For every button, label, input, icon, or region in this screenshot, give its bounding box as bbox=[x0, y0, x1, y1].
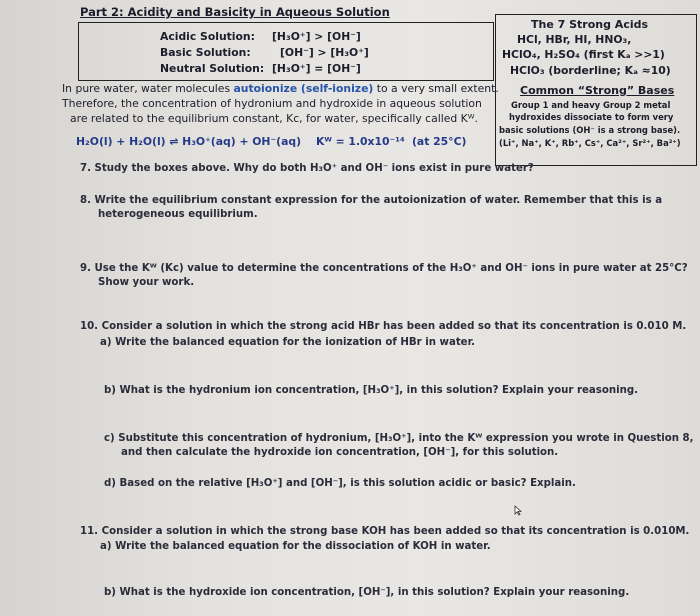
basic-value: [OH⁻] > [H₃O⁺] bbox=[280, 46, 369, 59]
strong-acids-line3: HClO₃ (borderline; Kₐ ≈10) bbox=[510, 64, 671, 77]
question-10: 10. Consider a solution in which the strong acid HBr has been added so that its concentration is 0.010 M. bbox=[80, 321, 687, 332]
acidic-value: [H₃O⁺] > [OH⁻] bbox=[272, 30, 361, 43]
intro-text-a: In pure water, water molecules bbox=[62, 82, 234, 95]
strong-bases-line1: Group 1 and heavy Group 2 metal bbox=[511, 100, 671, 110]
strong-bases-line3: basic solutions (OH⁻ is a strong base). bbox=[499, 125, 681, 135]
kw-temperature: (at 25°C) bbox=[412, 135, 467, 148]
question-9-line2: Show your work. bbox=[98, 277, 195, 288]
question-11: 11. Consider a solution in which the strong base KOH has been added so that its concentration is 0.010M. bbox=[80, 526, 690, 537]
question-7: 7. Study the boxes above. Why do both H₃O⁺ and OH⁻ ions exist in pure water? bbox=[80, 163, 534, 174]
intro-text-c: to a very small extent. bbox=[373, 82, 499, 95]
strong-bases-title: Common “Strong” Bases bbox=[520, 84, 675, 97]
basic-label: Basic Solution: bbox=[160, 46, 251, 59]
part-title: Part 2: Acidity and Basicity in Aqueous Solution bbox=[80, 5, 390, 19]
strong-acids-title: The 7 Strong Acids bbox=[531, 18, 649, 31]
question-11a: a) Write the balanced equation for the dissociation of KOH in water. bbox=[100, 541, 491, 552]
neutral-label: Neutral Solution: bbox=[160, 62, 265, 75]
autoionize-term: autoionize (self-ionize) bbox=[233, 82, 374, 95]
strong-acids-line2: HClO₄, H₂SO₄ (first Kₐ >>1) bbox=[502, 48, 665, 61]
strong-bases-line4: (Li⁺, Na⁺, K⁺, Rb⁺, Cs⁺, Ca²⁺, Sr²⁺, Ba²⁺) bbox=[499, 138, 681, 148]
kw-value: Kᵂ = 1.0x10⁻¹⁴ bbox=[316, 135, 405, 148]
strong-acids-line1: HCl, HBr, HI, HNO₃, bbox=[517, 33, 632, 46]
intro-line1 bbox=[62, 82, 499, 95]
question-8-line2: heterogeneous equilibrium. bbox=[98, 209, 258, 220]
question-10c-line2: and then calculate the hydroxide ion concentration, [OH⁻], for this solution. bbox=[121, 447, 559, 458]
question-10c-line1: c) Substitute this concentration of hydronium, [H₃O⁺], into the Kᵂ expression you wrote in Question 8, bbox=[104, 433, 694, 444]
strong-bases-line2: hydroxides dissociate to form very bbox=[509, 112, 674, 122]
question-10b: b) What is the hydronium ion concentration, [H₃O⁺], in this solution? Explain your reasoning. bbox=[104, 385, 639, 396]
question-10d: d) Based on the relative [H₃O⁺] and [OH⁻], is this solution acidic or basic? Explain. bbox=[104, 478, 576, 489]
question-11b: b) What is the hydroxide ion concentration, [OH⁻], in this solution? Explain your reasoning. bbox=[104, 587, 630, 598]
acidic-label: Acidic Solution: bbox=[160, 30, 255, 43]
intro-line3: are related to the equilibrium constant, Kᴄ, for water, specifically called Kᵂ. bbox=[70, 112, 478, 125]
question-8-line1: 8. Write the equilibrium constant expression for the autoionization of water. Remember that this is a bbox=[80, 195, 663, 206]
question-10a: a) Write the balanced equation for the ionization of HBr in water. bbox=[100, 337, 476, 348]
intro-line2: Therefore, the concentration of hydronium and hydroxide in aqueous solution bbox=[62, 97, 482, 110]
pointer-cursor-icon bbox=[514, 505, 523, 516]
autoionization-equation: H₂O(l) + H₂O(l) ⇌ H₃O⁺(aq) + OH⁻(aq) bbox=[76, 135, 302, 148]
question-9-line1: 9. Use the Kᵂ (Kᴄ) value to determine the concentrations of the H₃O⁺ and OH⁻ ions in pure water at 25°C? bbox=[80, 263, 688, 274]
neutral-value: [H₃O⁺] = [OH⁻] bbox=[272, 62, 361, 75]
